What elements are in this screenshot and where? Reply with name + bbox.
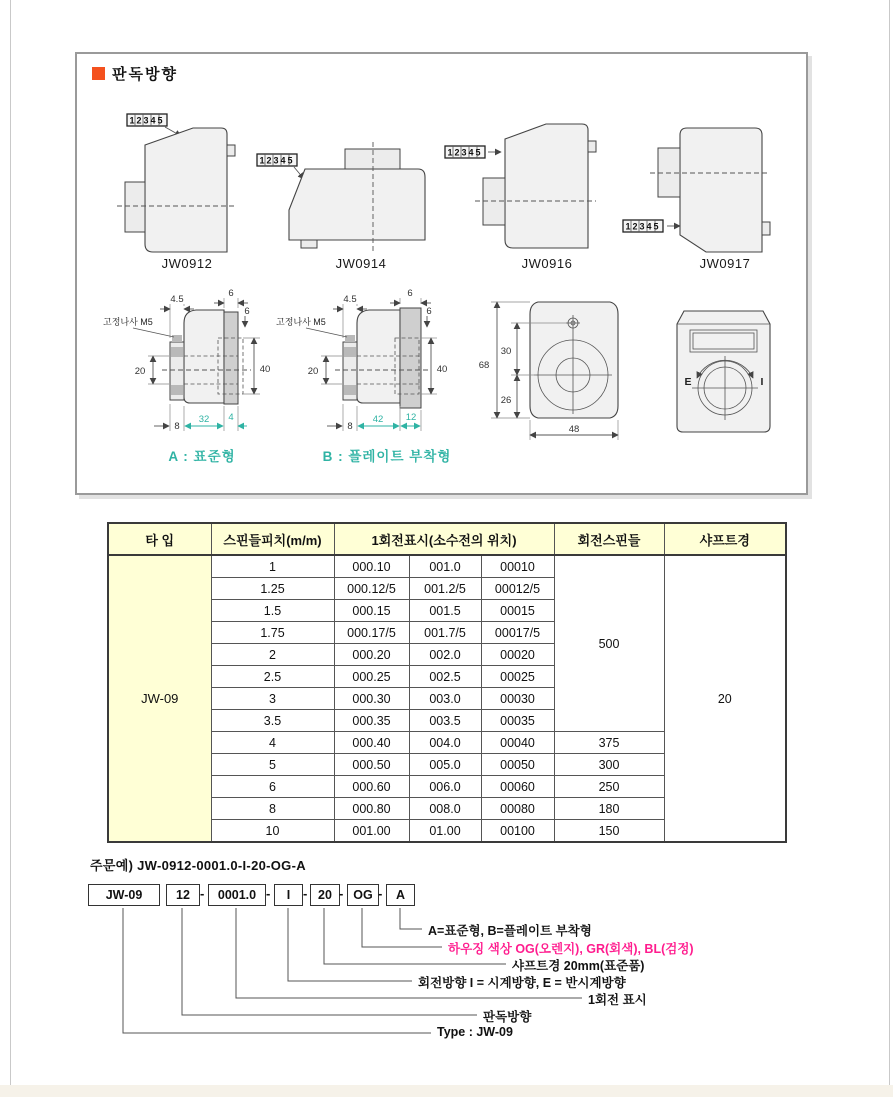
display-cell-2: 01.00 <box>409 820 481 843</box>
model-label-jw0914: JW0914 <box>335 256 387 271</box>
page-left-rule <box>10 0 11 1097</box>
drawing-jw0916 <box>445 124 596 271</box>
dim-a-20: 20 <box>134 366 146 377</box>
display-cell-3: 00100 <box>481 820 554 843</box>
callout-label: 하우징 색상 OG(오렌지), GR(회색), BL(검정) <box>448 942 694 956</box>
display-cell-1: 000.15 <box>334 600 409 622</box>
spindles-cell: 375 <box>554 732 664 754</box>
page-right-rule <box>889 0 890 1097</box>
dim-a-6-top: 6 <box>228 288 234 299</box>
display-cell-2: 001.5 <box>409 600 481 622</box>
model-label-jw0916: JW0916 <box>521 256 573 271</box>
callout-label: Type : JW-09 <box>437 1025 513 1039</box>
drawing-jw0914 <box>257 142 425 271</box>
col-header-pitch: 스핀들피치(m/m) <box>211 523 334 555</box>
rotation-e-label: E <box>684 376 692 388</box>
display-cell-1: 000.30 <box>334 688 409 710</box>
order-code-box: JW-09 <box>88 884 160 906</box>
pitch-cell: 3.5 <box>211 710 334 732</box>
display-cell-2: 001.7/5 <box>409 622 481 644</box>
spindles-cell: 150 <box>554 820 664 843</box>
display-cell-1: 000.17/5 <box>334 622 409 644</box>
display-cell-1: 000.10 <box>334 555 409 578</box>
dim-a-4-5: 4.5 <box>170 294 184 305</box>
order-dash-separator: - <box>339 886 344 901</box>
display-window-digits: 12345 <box>625 221 661 232</box>
spindles-cell: 250 <box>554 776 664 798</box>
display-cell-1: 000.80 <box>334 798 409 820</box>
type-a-label: A : 표준형 <box>168 449 236 464</box>
dim-front-26: 26 <box>500 395 512 406</box>
spindles-cell: 300 <box>554 754 664 776</box>
model-label-jw0917: JW0917 <box>699 256 751 271</box>
pitch-cell: 2.5 <box>211 666 334 688</box>
shaft-cell: 20 <box>664 555 786 842</box>
page-bottom-band <box>0 1085 893 1097</box>
spec-table <box>107 522 787 843</box>
dimension-drawing-b <box>276 288 451 464</box>
display-cell-3: 00030 <box>481 688 554 710</box>
dim-b-20: 20 <box>307 366 319 377</box>
pitch-cell: 1.25 <box>211 578 334 600</box>
dim-a-32: 32 <box>198 414 210 425</box>
pitch-cell: 1.75 <box>211 622 334 644</box>
display-cell-1: 000.25 <box>334 666 409 688</box>
order-code-box: 20 <box>310 884 340 906</box>
pitch-cell: 6 <box>211 776 334 798</box>
dim-b-42: 42 <box>372 414 384 425</box>
dim-front-68: 68 <box>478 360 490 371</box>
order-code-box: OG <box>347 884 379 906</box>
pitch-cell: 8 <box>211 798 334 820</box>
order-code-box: 12 <box>166 884 200 906</box>
pitch-cell: 4 <box>211 732 334 754</box>
order-code-box: I <box>274 884 303 906</box>
order-code-box: 0001.0 <box>208 884 266 906</box>
display-cell-1: 001.00 <box>334 820 409 843</box>
display-cell-1: 000.35 <box>334 710 409 732</box>
display-cell-3: 00025 <box>481 666 554 688</box>
display-cell-3: 00080 <box>481 798 554 820</box>
display-window-digits: 12345 <box>259 155 295 166</box>
callout-label: 1회전 표시 <box>588 993 647 1007</box>
pitch-cell: 1 <box>211 555 334 578</box>
display-cell-2: 003.0 <box>409 688 481 710</box>
technical-drawings <box>77 54 806 493</box>
dim-b-4-5: 4.5 <box>343 294 357 305</box>
dim-b-screw-label: 고정나사 M5 <box>276 317 326 327</box>
dim-a-40: 40 <box>259 364 271 375</box>
model-label-jw0912: JW0912 <box>161 256 213 271</box>
dim-b-40: 40 <box>436 364 448 375</box>
order-dash-separator: - <box>378 886 383 901</box>
dim-front-30: 30 <box>500 346 512 357</box>
order-dash-separator: - <box>303 886 308 901</box>
display-cell-2: 002.5 <box>409 666 481 688</box>
dim-b-8: 8 <box>347 421 353 432</box>
pitch-cell: 10 <box>211 820 334 843</box>
callout-label: 샤프트경 20mm(표준품) <box>512 959 645 973</box>
display-cell-3: 00012/5 <box>481 578 554 600</box>
callout-label: A=표준형, B=플레이트 부착형 <box>428 924 592 938</box>
display-cell-2: 001.0 <box>409 555 481 578</box>
type-b-label: B : 플레이트 부착형 <box>322 449 452 464</box>
callout-label: 회전방향 I = 시계방향, E = 반시계방향 <box>418 976 626 990</box>
display-cell-2: 006.0 <box>409 776 481 798</box>
order-dash-separator: - <box>200 886 205 901</box>
display-cell-3: 00015 <box>481 600 554 622</box>
callout-line <box>288 908 412 981</box>
rotation-i-label: I <box>760 376 764 388</box>
section-title-text: 판독방향 <box>112 66 178 83</box>
dim-a-6-right: 6 <box>244 306 250 317</box>
drawing-jw0912 <box>117 114 235 271</box>
dim-b-6-right: 6 <box>426 306 432 317</box>
pitch-cell: 5 <box>211 754 334 776</box>
display-cell-1: 000.40 <box>334 732 409 754</box>
callout-line <box>400 908 422 929</box>
display-cell-3: 00060 <box>481 776 554 798</box>
reading-direction-section <box>75 52 808 495</box>
type-value-cell: JW-09 <box>108 555 211 842</box>
display-cell-2: 005.0 <box>409 754 481 776</box>
display-cell-3: 00040 <box>481 732 554 754</box>
col-header-display: 1회전표시(소수전의 위치) <box>334 523 554 555</box>
display-cell-3: 00050 <box>481 754 554 776</box>
dim-b-6-top: 6 <box>407 288 413 299</box>
display-cell-2: 003.5 <box>409 710 481 732</box>
col-header-spindles: 회전스핀들 <box>554 523 664 555</box>
order-code-box: A <box>386 884 415 906</box>
pitch-cell: 2 <box>211 644 334 666</box>
col-header-shaft: 샤프트경 <box>664 523 786 555</box>
display-cell-3: 00020 <box>481 644 554 666</box>
display-cell-2: 001.2/5 <box>409 578 481 600</box>
display-window-digits: 12345 <box>129 115 165 126</box>
dim-a-screw-label: 고정나사 M5 <box>103 317 153 327</box>
pitch-cell: 3 <box>211 688 334 710</box>
table-header-row <box>108 523 786 555</box>
face-view-drawing <box>677 311 770 432</box>
order-example-text: 주문예) JW-0912-0001.0-I-20-OG-A <box>90 858 306 873</box>
dim-front-48: 48 <box>568 424 580 435</box>
front-view-drawing <box>479 302 618 440</box>
dim-a-4: 4 <box>228 412 234 423</box>
table-row <box>108 555 786 578</box>
display-cell-3: 00017/5 <box>481 622 554 644</box>
callout-line <box>123 908 431 1033</box>
col-header-type: 타 입 <box>108 523 211 555</box>
order-dash-separator: - <box>266 886 271 901</box>
dim-a-8: 8 <box>174 421 180 432</box>
display-window-digits: 12345 <box>447 147 483 158</box>
display-cell-1: 000.20 <box>334 644 409 666</box>
dim-b-12: 12 <box>405 412 417 423</box>
display-cell-2: 008.0 <box>409 798 481 820</box>
display-cell-3: 00010 <box>481 555 554 578</box>
display-cell-2: 002.0 <box>409 644 481 666</box>
display-cell-2: 004.0 <box>409 732 481 754</box>
display-cell-1: 000.50 <box>334 754 409 776</box>
drawing-jw0917 <box>623 128 770 271</box>
callout-label: 판독방향 <box>483 1010 532 1024</box>
spindles-cell: 500 <box>554 555 664 732</box>
spindles-cell: 180 <box>554 798 664 820</box>
pitch-cell: 1.5 <box>211 600 334 622</box>
dimension-drawing-a <box>103 288 270 464</box>
display-cell-1: 000.60 <box>334 776 409 798</box>
display-cell-3: 00035 <box>481 710 554 732</box>
display-cell-1: 000.12/5 <box>334 578 409 600</box>
